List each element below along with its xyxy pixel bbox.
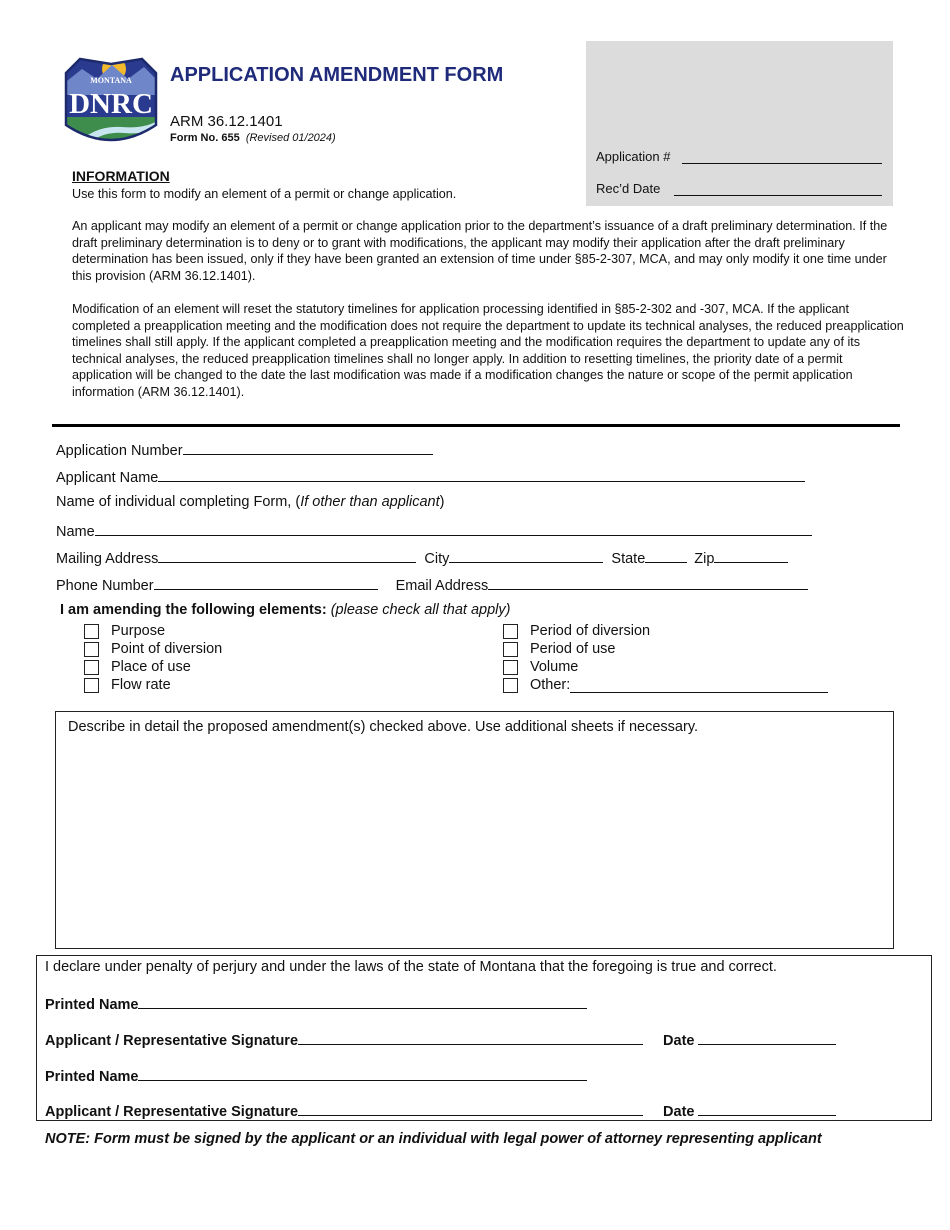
email-field[interactable] bbox=[488, 575, 808, 590]
information-paragraph-1: An applicant may modify an element of a permit or change application prior to the department’s issuance of a draft preliminary determination. If the draft preliminary determination is to deny or to grant with modifications, the applicant may modify their application after the draft preliminary determination has been issued, only if they have been granted an extension of time under §85-2-307, MCA, and may only modify it one time under this provision (ARM 36.12.1401). bbox=[72, 219, 888, 283]
application-number-row bbox=[56, 440, 433, 459]
printed-name-field[interactable] bbox=[138, 1066, 587, 1081]
checkbox[interactable] bbox=[84, 642, 99, 657]
checkbox-item[interactable] bbox=[503, 623, 650, 639]
declaration-box bbox=[36, 955, 932, 1121]
form-title: APPLICATION AMENDMENT FORM bbox=[170, 64, 504, 86]
checkbox-label: Purpose bbox=[111, 623, 166, 639]
name-row bbox=[56, 521, 812, 540]
arm-reference: ARM 36.12.1401 bbox=[170, 113, 283, 130]
phone-field[interactable] bbox=[154, 575, 378, 590]
logo-main-text: DNRC bbox=[69, 88, 153, 120]
date-label: Date bbox=[663, 1033, 695, 1049]
description-prompt: Describe in detail the proposed amendment(s) checked above. Use additional sheets if necessary. bbox=[68, 719, 699, 735]
recd-date-label: Rec’d Date bbox=[596, 181, 661, 196]
email-label: Email Address bbox=[395, 578, 489, 594]
checkbox-item-other[interactable] bbox=[503, 677, 828, 693]
applicant-name-label: Applicant Name bbox=[56, 470, 159, 486]
checkbox-item[interactable] bbox=[84, 659, 191, 675]
checkbox-label: Point of diversion bbox=[111, 641, 223, 657]
application-number-field[interactable] bbox=[183, 440, 433, 455]
checkbox[interactable] bbox=[84, 660, 99, 675]
checkbox-label: Period of use bbox=[530, 641, 616, 657]
individual-suffix: ) bbox=[439, 494, 445, 510]
checkbox[interactable] bbox=[84, 624, 99, 639]
printed-name-row bbox=[45, 1066, 587, 1085]
zip-field[interactable] bbox=[714, 548, 788, 563]
information-intro: Use this form to modify an element of a permit or change application. bbox=[72, 187, 457, 201]
printed-name-label: Printed Name bbox=[45, 1069, 139, 1085]
declaration-text: I declare under penalty of perjury and under the laws of the state of Montana that the foregoing is true and correct. bbox=[45, 959, 777, 975]
information-paragraph-2: Modification of an element will reset the statutory timelines for application processing identified in §85-2-302 and -307, MCA. If the applicant completed a preapplication meeting and the modification does not require the department to update its technical analyses, the reduced preapplication timelines shall still apply. If the applicant completed a preapplication meeting and the modification requires the department to update any of its technical analyses, the reduced preapplication timelines shall no longer apply. In addition to resetting timelines, the priority date of a permit application will be changed to the date the last modification was made if a modification changes the nature or scope of the permit application information (ARM 36.12.1401). bbox=[72, 302, 904, 399]
checkbox[interactable] bbox=[503, 660, 518, 675]
contact-row bbox=[56, 575, 808, 594]
signature-label: Applicant / Representative Signature bbox=[45, 1104, 299, 1120]
amend-heading bbox=[60, 602, 510, 618]
city-field[interactable] bbox=[449, 548, 603, 563]
description-box[interactable] bbox=[55, 711, 894, 949]
date-label: Date bbox=[663, 1104, 695, 1120]
form-number-label: Form No. 655 bbox=[170, 132, 240, 144]
state-field[interactable] bbox=[645, 548, 687, 563]
checkbox-item[interactable] bbox=[503, 641, 615, 657]
signature-label: Applicant / Representative Signature bbox=[45, 1033, 299, 1049]
applicant-name-row bbox=[56, 467, 805, 486]
printed-name-label: Printed Name bbox=[45, 997, 139, 1013]
phone-label: Phone Number bbox=[56, 578, 154, 594]
date-field[interactable] bbox=[698, 1030, 836, 1045]
individual-prefix: Name of individual completing Form, ( bbox=[56, 494, 301, 510]
information-heading: INFORMATION bbox=[72, 168, 170, 184]
checkbox-label: Other: bbox=[530, 677, 571, 693]
checkbox[interactable] bbox=[503, 624, 518, 639]
checkbox-label: Place of use bbox=[111, 659, 191, 675]
name-field[interactable] bbox=[95, 521, 812, 536]
name-label: Name bbox=[56, 524, 95, 540]
address-row bbox=[56, 548, 788, 567]
mailing-address-field[interactable] bbox=[158, 548, 416, 563]
signature-field[interactable] bbox=[298, 1030, 643, 1045]
amend-heading-italic: (please check all that apply) bbox=[330, 602, 511, 618]
section-divider bbox=[52, 424, 900, 427]
checkbox-label: Period of diversion bbox=[530, 623, 651, 639]
date-field[interactable] bbox=[698, 1101, 836, 1116]
mailing-address-label: Mailing Address bbox=[56, 551, 159, 567]
city-label: City bbox=[424, 551, 450, 567]
zip-label: Zip bbox=[694, 551, 715, 567]
checkbox-item[interactable] bbox=[84, 623, 165, 639]
signature-row bbox=[45, 1101, 836, 1120]
checkbox-label: Volume bbox=[530, 659, 579, 675]
signature-note: NOTE: Form must be signed by the applicant or an individual with legal power of attorney representing applicant bbox=[45, 1131, 822, 1147]
individual-completing-label bbox=[56, 494, 445, 510]
amend-heading-bold: I am amending the following elements: bbox=[60, 602, 327, 618]
application-number-label: Application Number bbox=[56, 443, 183, 459]
state-label: State bbox=[611, 551, 646, 567]
application-number-office-label: Application # bbox=[596, 149, 671, 164]
printed-name-field[interactable] bbox=[138, 994, 587, 1009]
applicant-name-field[interactable] bbox=[158, 467, 805, 482]
dnrc-logo bbox=[62, 55, 160, 149]
individual-italic: If other than applicant bbox=[300, 494, 440, 510]
checkbox-item[interactable] bbox=[503, 659, 578, 675]
checkbox-item[interactable] bbox=[84, 641, 222, 657]
signature-row bbox=[45, 1030, 836, 1049]
logo-top-text: MONTANA bbox=[90, 76, 132, 85]
office-use-box bbox=[586, 41, 893, 206]
application-number-office-field[interactable] bbox=[682, 163, 882, 164]
other-field[interactable] bbox=[570, 678, 828, 693]
checkbox[interactable] bbox=[84, 678, 99, 693]
printed-name-row bbox=[45, 994, 587, 1013]
checkbox-label: Flow rate bbox=[111, 677, 171, 693]
signature-field[interactable] bbox=[298, 1101, 643, 1116]
revision-date: (Revised 01/2024) bbox=[245, 132, 336, 144]
checkbox[interactable] bbox=[503, 642, 518, 657]
form-number bbox=[170, 132, 336, 144]
checkbox-item[interactable] bbox=[84, 677, 171, 693]
checkbox[interactable] bbox=[503, 678, 518, 693]
